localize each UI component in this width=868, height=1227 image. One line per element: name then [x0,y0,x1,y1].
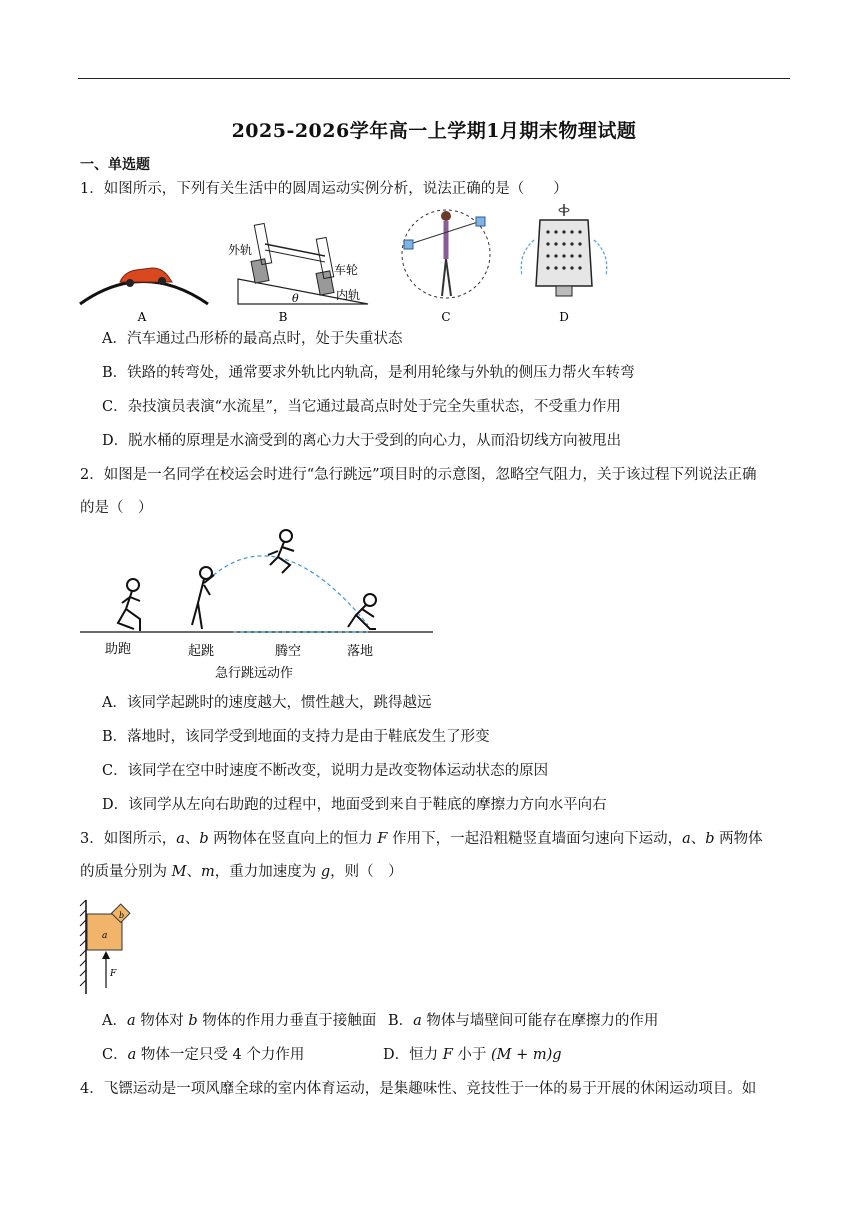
q1-figure-d [521,204,607,324]
q2-option-b: B．落地时，该同学受到地面的支持力是由于鞋底发生了形变 [102,729,490,745]
q1-fig-label-theta: θ [292,292,299,305]
q3-fig-label-F: F [110,969,117,979]
q3-option-b: B．a 物体与墙壁间可能存在摩擦力的作用 [388,1013,659,1029]
q1-fig-label-b: B [278,310,288,324]
page-title: 2025-2026学年高一上学期1月期末物理试题 [231,120,637,142]
q2-option-a: A．该同学起跳时的速度越大，惯性越大，跳得越远 [102,695,432,711]
q2-option-c: C．该同学在空中时速度不断改变，说明力是改变物体运动状态的原因 [102,763,549,779]
q1-fig-label-d: D [559,310,569,324]
question-4-stem: 4．飞镖运动是一项风靡全球的室内体育运动，是集趣味性、竞技性于一体的易于开展的休闲运动项目。如 [80,1081,757,1097]
q2-fig-label-jump: 起跳 [187,644,215,659]
question-1-stem: 1．如图所示，下列有关生活中的圆周运动实例分析，说法正确的是（ ） [80,181,568,197]
question-3-stem-line2: 的质量分别为 M、m，重力加速度为 g，则（ ） [80,864,403,880]
q1-figure-c [402,210,490,324]
q1-option-a: A．汽车通过凸形桥的最高点时，处于失重状态 [102,331,403,347]
q1-fig-label-wheel: 车轮 [334,263,359,277]
q2-fig-caption: 急行跳远动作 [214,666,294,681]
q2-fig-label-air: 腾空 [274,644,302,659]
q2-option-d: D．该同学从左向右助跑的过程中，地面受到来自于鞋底的摩擦力方向水平向右 [102,797,607,813]
q1-figure [78,204,618,328]
q3-fig-label-a: a [102,931,108,941]
question-2-stem-line2: 的是（ ） [80,500,153,516]
q1-fig-label-inner: 内轨 [336,288,361,302]
q2-figure [78,525,438,685]
q3-option-d: D．恒力 F 小于 (M + m)g [383,1047,562,1063]
q1-figure-a [80,268,208,324]
header-rule [78,78,790,79]
q1-figure-b [228,223,368,324]
question-2-stem-line1: 2．如图是一名同学在校运会时进行“急行跳远”项目时的示意图，忽略空气阻力，关于该过程下列说法正确 [80,467,757,483]
q1-option-b: B．铁路的转弯处，通常要求外轨比内轨高，是利用轮缘与外轨的侧压力帮火车转弯 [102,365,635,381]
section-heading: 一、单选题 [80,157,150,173]
q3-option-c: C．a 物体一定只受 4 个力作用 [102,1047,305,1063]
q1-fig-label-outer: 外轨 [228,243,253,257]
q3-fig-label-b: b [119,911,125,920]
q1-option-c: C．杂技演员表演“水流星”，当它通过最高点时处于完全失重状态，不受重力作用 [102,399,621,415]
q2-fig-label-land: 落地 [346,644,374,659]
q1-fig-label-a: A [137,310,147,324]
q3-figure [78,898,148,998]
question-3-stem-line1: 3．如图所示，a、b 两物体在竖直向上的恒力 F 作用下，一起沿粗糙竖直墙面匀速向下运动，a、b 两物体 [80,831,763,847]
q3-option-a: A．a 物体对 b 物体的作用力垂直于接触面 [102,1013,377,1029]
q1-fig-label-c: C [441,310,451,324]
q1-option-d: D．脱水桶的原理是水滴受到的离心力大于受到的向心力，从而沿切线方向被甩出 [102,433,622,449]
q2-fig-label-run: 助跑 [104,642,132,657]
